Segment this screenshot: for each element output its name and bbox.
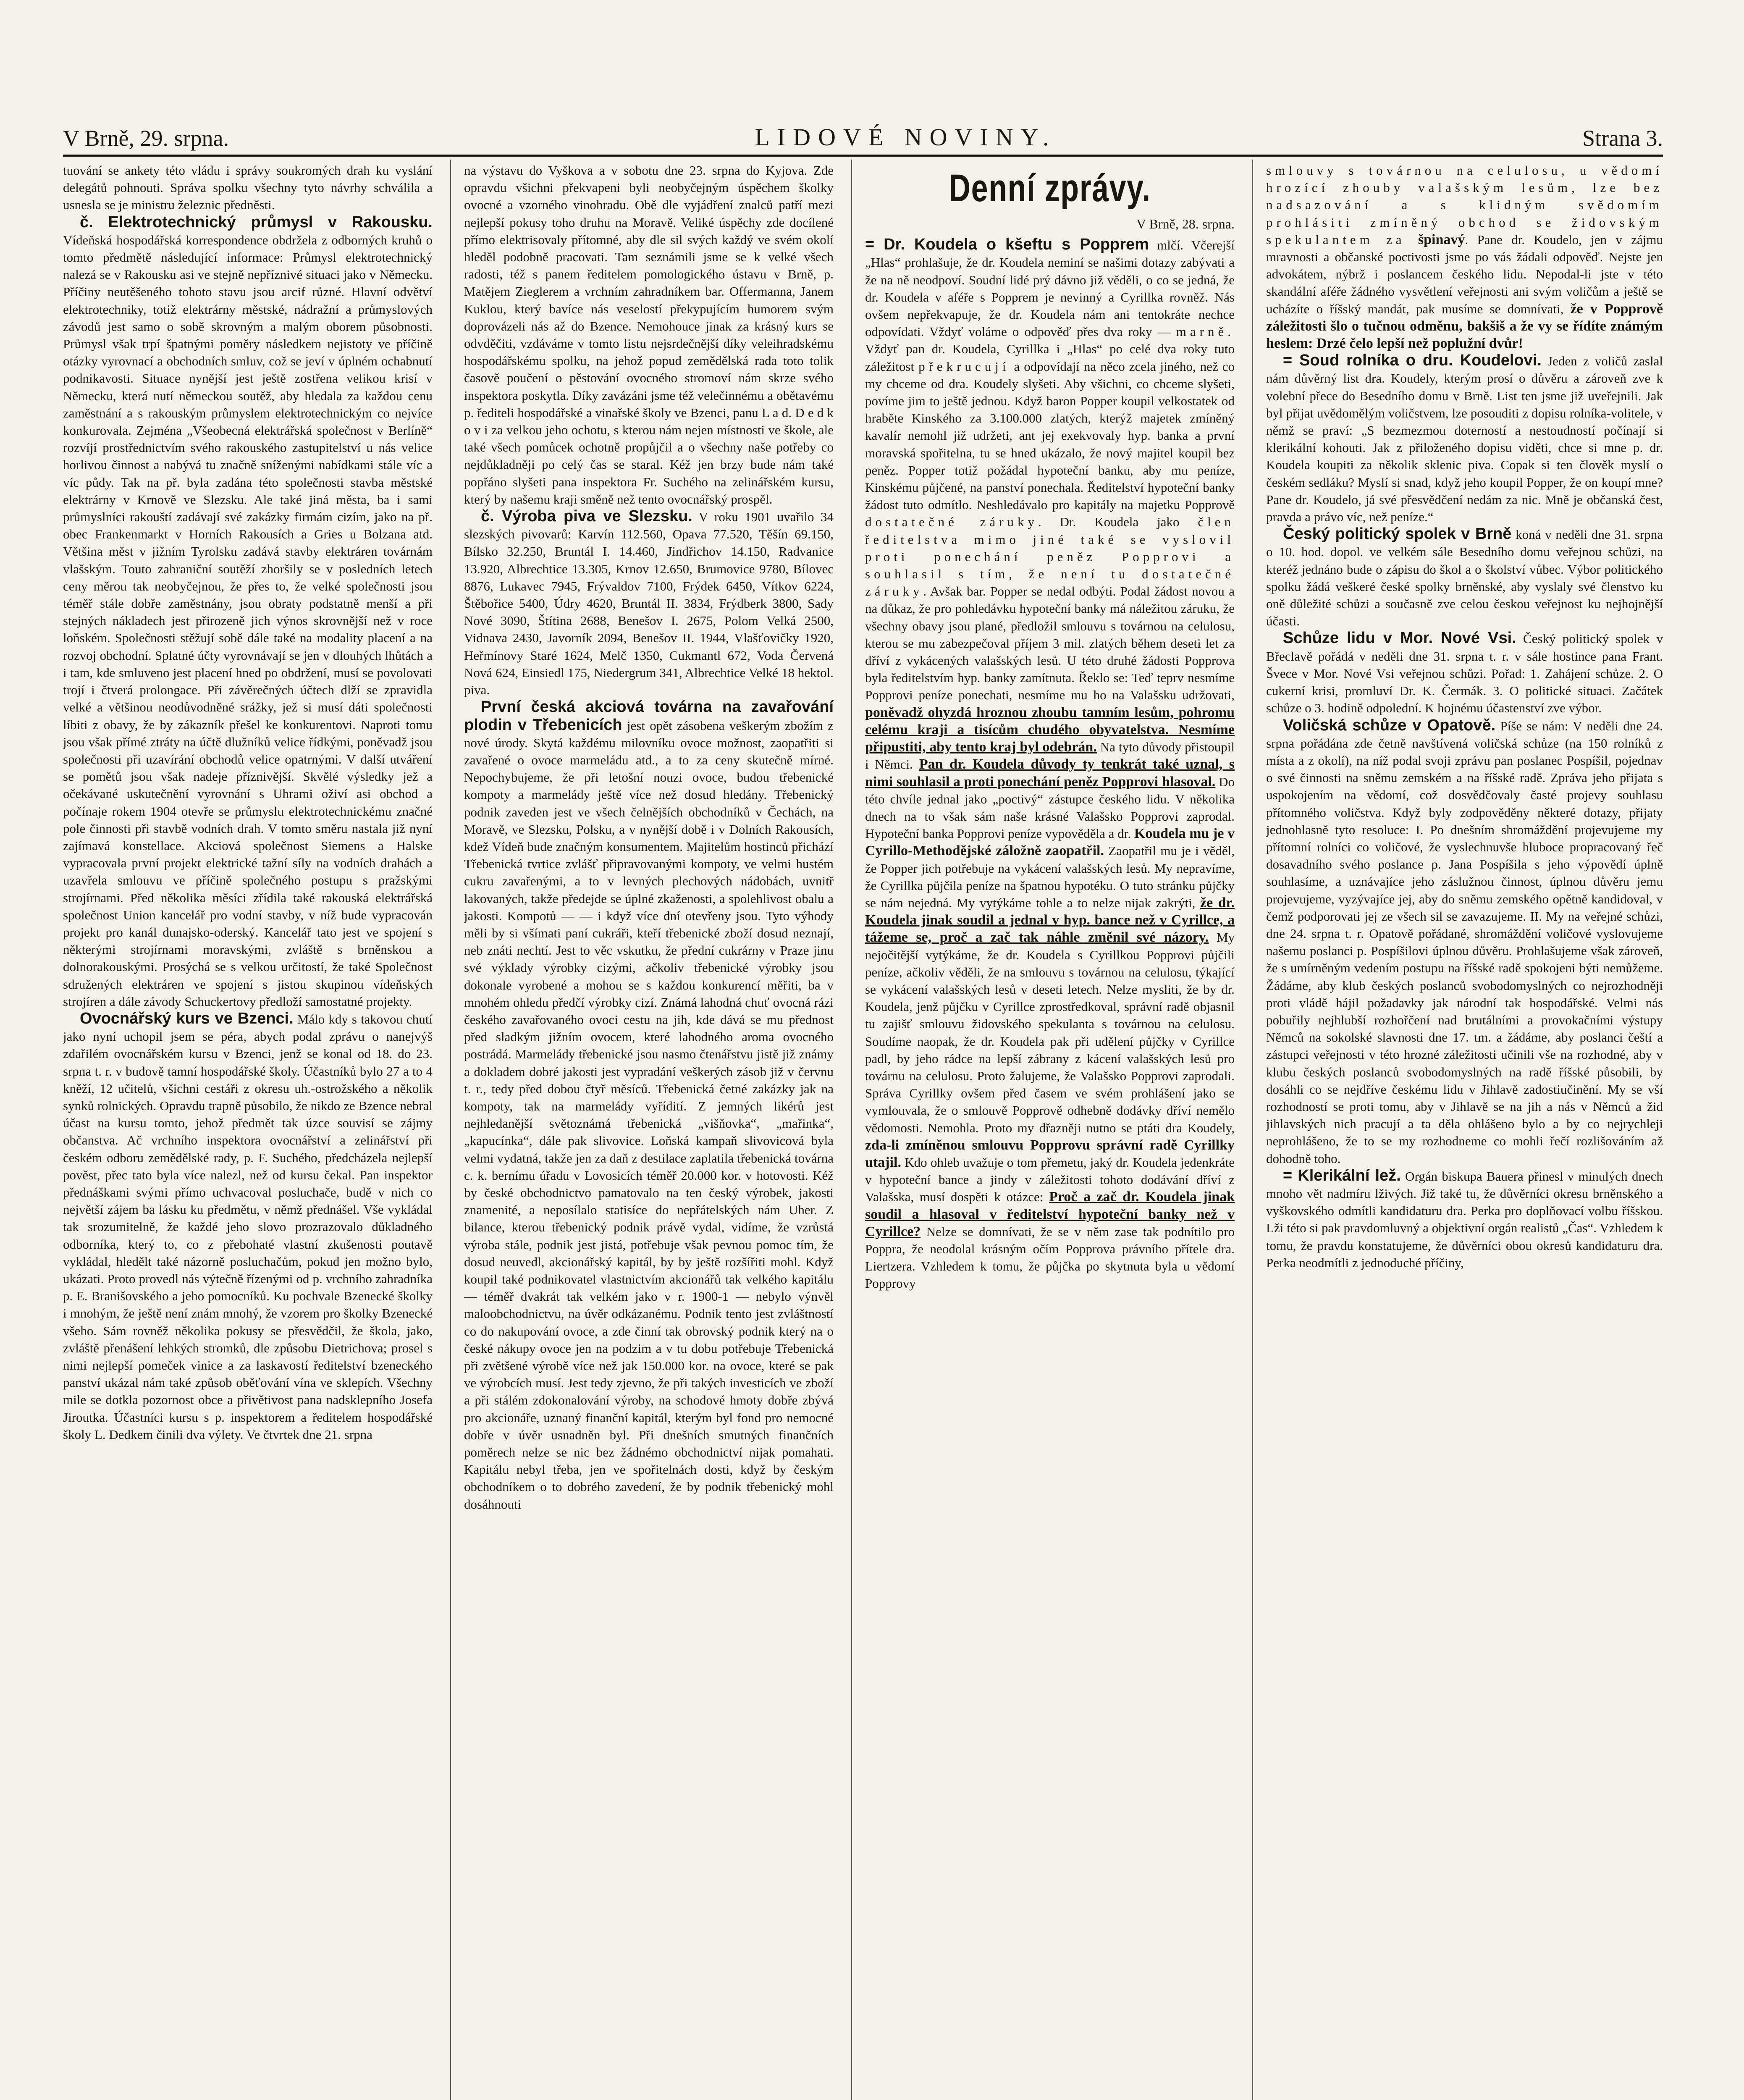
emphasis-text: smlouvy s továrnou na celulosu, u vědomí hrozící zhouby valašským lesům, lze bez nadsazování a s klidným svědomím prohlásiti zmíněný obchod se židovským spekulantem za xyxy=(1266,163,1663,247)
article-heading: Český politický spolek v Brně xyxy=(1283,525,1512,543)
article-heading: = Klerikální lež. xyxy=(1283,1166,1401,1184)
article-text: Jeden z voličů zaslal nám důvěrný list dra. Koudely, kterým prosí o důvěru a zároveň zve k volební přece do Besedního domu v Brně. List ten jsme již uveřejnili. Jak byl přijat uvědomělým voličstvem, lze posouditi z dopisu rolníka-volitele, v němž se praví: „S bezmezmou doterností a nestoudností počínají si klerikální kohouti. Jak z přiloženého dopisu viděti, chce si mne p. dr. Koudela koupiti za několik sklenic piva. Copak si ten člověk myslí o českém sedláku? Myslí si snad, když jeho koupil Popper, že on koupí mne? Pane dr. Koudelo, já své přesvědčení nedám za nic. Mně je občanská čest, pravda a právo víc, než peníze.“ xyxy=(1266,354,1663,525)
column-divider xyxy=(1252,160,1253,2100)
column-divider xyxy=(851,160,852,2100)
emphasis-text: marně. xyxy=(1176,324,1235,339)
article-heading: č. Výroba piva ve Slezsku. xyxy=(481,507,692,525)
article-text: byla ředitelstvím hyp. banky zamítnuta. Řeklo se: Teď teprv nesmíme Popprovi peníze ponechati, nesmíme mu ho na Valašsku udržovati, xyxy=(865,670,1235,703)
column-divider xyxy=(450,160,451,2100)
emphasis-text: překrucují xyxy=(918,359,1010,374)
section-title: Denní zprávy. xyxy=(949,167,1151,210)
article-text: na výstavu do Vyškova a v sobotu dne 23. srpna do Kyjova. Zde opravdu všichni překvapeni byli neobyčejným úspěchem školky ovocné a vzorného vinohradu. Obě dle vyjádření znalců patří mezi nejlepší pokusy toho druhu na Moravě. Veliké úspěchy zde docílené přímo elektrisovaly přítomné, aby dle sil svých každý ve svém okolí hleděl podobně pracovati. Tam seznámili jsme se k velké všech radosti, též s panem ředitelem pomologického ústavu v Brně, p. Matějem Zieglerem a vrchním zahradníkem bar. Offermanna, Janem Kuklou, který bavíce nás veselostí překypujícím humorem svým doprovázeli nás až do Bzence. Nemohouce jinak za krásný kurs se odvděčiti, vzdáváme v tomto listu nejsrdečnější díky veleihradskému hospodářskému spolku, na jehož popud zemědělská rada toto tolik časově poučení o pěstování ovocného stromoví nám skrze svého inspektora poskytla. Díky zavázáni jsme též velečinnému a obětavému p. řediteli hospodářské a vinařské školy ve Bzenci, panu L a d. D e d k o v i za velkou jeho ochotu, s kterou nám nejen místnosti ve škole, ale také všech pomůcek ochotně propůjčil a o všechny naše potřeby co nejdůkladněji po celý čas se staral. Kéž jen brzy bude nám také popřáno slyšeti pana inspektora Fr. Suchého na zelinářském kursu, který by našemu kraji směně než tento ovocnářský prospěl. xyxy=(464,163,834,507)
article xyxy=(1266,717,1663,1167)
bold-text: špinavý xyxy=(1418,231,1465,247)
article-text: Píše se nám: V neděli dne 24. srpna pořádána zde četně navštívená voličská schůze (na 150 rolníků z místa a z okolí), na níž podal svoji zprávu pan poslanec Pospíšil, pojednav o své činnosti na sněmu zemském a na říšské radě. Zpráva jeho přijata s uspokojením na vědomí, což dosvědčovaly časté projevy souhlasu přítomného voličstva. Když byly zodpověděny některé dotazy, přijaty jednohlasně tyto resoluce: I. Po dnešním shromáždění projevujeme my přítomní rolníci co voličové, že vyslechnuvše hluboce propracovaný řeč dosavadního svého poslance p. Jana Pospíšila s jeho výpovědí úplně souhlasíme, a uznávajíce jeho záslužnou činnost, úplnou důvěru jemu projevujeme, vyzývajíce jej, aby do sněmu zemského opětně kandidoval, v čemž podporovati jej ze všech sil se zavazujeme. II. My na veřejné schůzi, dne 24. srpna t. r. Opatově pořádané, shromáždění voličové vyslovujeme našemu poslanci p. Pospíšilovi úplnou důvěru. Prohlašujeme však zároveň, že s umírněným vedením postupu na říšské radě spokojeni býti nemůžeme. Žádáme, aby klub českých poslanců svobodomyslných co nejrozhodněji proti vládě hájil požadavky jak národní tak hospodářské. Velmi nás pobuřily nejhlubší rozhořčení nad brutálními a provokačními výstupy Němců na sokolské slavnosti dne 17. tm. a žádáme, aby poslanci čeští a zástupci veřejnosti v této hrozné záležitosti učinili vše na rozhodné, aby v klubu českých poslanců svobodomyslných na radě říšské působili, by dosáhli co se nejdříve českému lidu v Jihlavě zadostiučinění. My se vší rozhodností se proti tomu, aby v Jihlavě se na jih a nás v Němců a žid jihlavských nich pracují a ta děla ohlášeno bylo a by co nejrychleji neprohlášeno, že to se my rozhodneme co mohli řečí rozlišováním až dohodně toho. xyxy=(1266,718,1663,1166)
article-heading: = Soud rolníka o dru. Koudelovi. xyxy=(1283,352,1542,370)
header-dateline: V Brně, 29. srpna. xyxy=(63,126,229,151)
article xyxy=(1266,525,1663,630)
article-text: koná v neděli dne 31. srpna o 10. hod. dopol. ve velkém sále Besedního domu veřejnou schůzi, na kteréž jednáno bude o zápisu do škol a o školství vůbec. Výbor politického spolku žádá veškeré české spolky brněnské, aby vyslaly své členstvo ku oně důležité schůzi a současně zve celou českou veřejnost ku nejhojnější účasti. xyxy=(1266,527,1663,629)
article-text: jest opět zásobena veškerým zbožím z nové úrody. Skytá každému milovníku ovoce možnost, zaopatřiti si zavařené o ovoce marmeládu atd., a to za ceny skutečně mírné. Nepochybujeme, že při letošní nouzi ovoce, budou třebenické kompoty a marmelády ještě více než dosud hledány. Třebenický podnik zaveden jest ve všech čelnějších obchodníků v Čechách, na Moravě, ve Slezsku, Polsku, a v nynější době i v Dolních Rakousích, kdež Vídeň bude značným konsumentem. Majitelům hostinců přichází Třebenická tvrtice zvlášť připravovanými kompoty, ve velmi hustém cukru zavařenými, a to v levných plechových nádobách, uvnitř lakovaných, takže předejde se úplné zkaženosti, a spolehlivost obalu a jakosti. Kompotů — — i když více dní otevřeny jsou. Tyto výhody měli by si všímati paní cukráři, kteří třebenické zboží dosud neznají, neb znáti nechtí. Jest to věc vskutku, že přední cukrárny v Praze jinu své výklady výrobky cizými, ačkoliv třebenické výrobky jsou dokonale vyrobené a mohou se s každou konkurencí měřiti, ba v mnohém ohledu předčí výrobky cizí. Známá lahodná chuť ovocná rázi českého zavařovaného ovoci cestu na jih, kde dává se mu přednost před sladkým jižním ovocem, které lahodného aroma ovocného postrádá. Marmelády třebenické jsou nasmo čtenářstvu jistě již známy a dokladem dobré jakosti jest vypradání veškerých zásob již v červnu t. r., tedy před dobou čtyř měsíců. Třebenická četné zakázky jak na kompoty, tak na marmelády vyřídití. Z jemných likérů jest nejhledanější světoznámá třebenická „višňovka“, „mařinka“, „kapucínka“, dále pak slivovice. Loňská kampaň slivovicová byla velmi vydatná, takže jen za daň z destilace zaplatila třebenická továrna c. k. bernímu úřadu v Lovosicích téměř 20.000 kor. v hotovosti. Kéž by české obchodnictvo pamatovalo na ten český výrobek, jakosti znamenité, a neposílalo statisíce do nepřátelských nám Uher. Z bilance, kterou třebenický podnik právě vydal, vidíme, že vzrůstá výroba stále, podnik jest jistá, potřebuje však pevnou pomoc tím, že dosud neuvedl, akcionářský kapitál, by by ještě rozšířiti mohl. Když koupil také podnikovatel vlastnictvím akcionářů tak velkého kapitálu — téměř dvakrát tak velkém jako v r. 1900-1 — nebylo výnvěl maloobchodnictvu, na úvěr odkázanému. Podnik tento jest zvláštností co do nakupování ovoce, a zde činní tak obrovský podnik který na o české nákupy ovoce jen na podzim a v tu dobu potřebuje Třebenická při zvětšené výrobě více než jak 150.000 kor. na ovoce, které se pak ve výrobcích musí. Jest tedy zjevno, že při takých investicích ve zboží a při stálém zdokonalování výroby, na schodové hmoty dobře zbývá pro akcionáře, uznaný finanční kapitál, kterým byl fond pro nemocné dobře v úvěr usnadněn byl. Při dnešních smutných finančních poměrech nelze se nic bez žádnémo obchodnictví nijak pomahati. Kapitálu nebyl třeba, jen ve spořitelnách dosti, když by českým obchodníkem o to dobrého zavedení, že by podnik třebenický mohl dosáhnouti xyxy=(464,718,834,1512)
article-text: Vždyť pan dr. Koudela, Cyrillka i „Hlas“ po celé dva roky tuto záležitost xyxy=(865,341,1235,374)
page-header xyxy=(63,105,1663,151)
article-heading: = Dr. Koudela o kšeftu s Popprem xyxy=(865,236,1149,254)
article-text: a odpovídají na něco zcela jiného, než co my chceme od dra. Koudely slyšeti. Aby všichni, co chceme slyšeti, povíme jim to ještě jednou. Když baron Popper koupil velkostatek od hraběte Kinského za 3.100.000 zlatých, kterýž majetek zmíněný kavalír nemohl již udržeti, ant jej exekvovaly hyp. banka a první moravská spořitelna, tu se hned ukázalo, že nový majitel koupil bez peněz. Popper totiž požádal hypoteční banku, aby mu peníze, Kinskému půjčené, na panství ponechala. Ředitelství hypoteční banky žádost tuto odmítlo. Neshledávalo pro kapitály na majetku Popprově xyxy=(865,359,1235,512)
article-text: Český politický spolek v Břeclavě pořádá v neděli dne 31. srpna t. r. v sále hostince pana Frant. Švece v Mor. Nové Vsi veřejnou schůzi. Pořad: 1. Zahájení schůze. 2. O cukerní krisi, promluví Dr. K. Čermák. 3. O politické situaci. Začátek schůze o 3. hodině odpolední. K hojnému účastenství zve výbor. xyxy=(1266,631,1663,716)
article-text: V roku 1901 uvařilo 34 slezských pivovarů: Karvín 112.560, Opava 77.520, Těšín 69.150, Bílsko 32.250, Bruntál I. 14.460, Jindřichov 14.150, Radvanice 13.920, Albrechtice 13.305, Krnov 12.650, Brumovice 9780, Bílovec 8876, Lukavec 7945, Frývaldov 7100, Frýdek 6450, Vítkov 6224, Štěbořice 5400, Údry 4620, Bruntál II. 3834, Frýdberk 3800, Sady Nové 3090, Štítina 2688, Benešov I. 2675, Polom Velká 2500, Vidnava 2430, Javorník 2094, Benešov II. 1944, Vlašťovičky 1920, Heřmínovy Staré 1624, Melč 1350, Cukmantl 672, Voda Červená Nová 624, Einsiedl 175, Niedergrum 341, Albrechtice Velké 18 hektol. piva. xyxy=(464,509,834,698)
article-heading: č. Elektrotechnický průmysl v Rakousku. xyxy=(80,213,433,231)
article xyxy=(464,698,834,1513)
article xyxy=(63,214,433,1010)
emphasis-text: člen ředitelstva mimo jiné také se vyslovil proti ponechání peněz Popprovi a souhlasil s tím, že není tu dostatečné záruky xyxy=(865,514,1235,599)
article xyxy=(865,236,1235,1292)
article-text: Málo kdy s takovou chutí jako nyní uchopil jsem se péra, abych podal zprávu o nanejvýš zdařilém ovocnářském kursu v Bzenci, jenž se konal od 18. do 23. srpna t. r. v budově tamní hospodářské školy. Účastníků bylo 27 a to 4 kněží, 12 učitelů, všichni cestáři z okresu uh.-ostrožského a několik synků rolnických. Opravdu trapně působilo, že nikdo ze Bzence nebral účast na kursu tomto, jehož předmět tak úzce souvisí se zájmy občanstva. Ač vrchního inspektora ovocnářství a zelinářství při českém odboru zemědělské rady, p. F. Suchého, předcházela nejlepší pověst, přec tato byla více nalezl, než od kursu čekal. Pan inspektor přednáškami svými přímo uchvacoval posluchače, budě v nich co největší zájem ba lásku ku předmětu, v němž přednášel. Vše vykládal tak srozumitelně, že každé jeho slovo prozrazovalo důkladného odborníka, který to, co z přebohaté vlastní zkušenosti poutavě vykládal, hledělt také názorně posluchačům, pokud jen možno bylo, ukázati. Proto provedl nás výtečně řízenými od p. vrchního zahradníka p. E. Branišovského a jeho pomocníků. Ku pochvale Bzenecké školky i mnohým, že ještě není znám mnohý, že vzorem pro školky Bzenecké všeho. Sám rovněž několika pokusy se přesvědčil, že škola, jako, zvláště přenášení lehkých stromků, dle způsobu Dietrichova; prosel s nimi nejlepší pomeček vinice a za laskavostí ředitelství bzeneckého panství ukázal nám také způsob oběťování vína ve sklepích. Všechny mile se dotkla pozornost obce a přivětivost pana nadsklepního Josefa Jiroutka. Účastníci kursu s p. inspektorem a ředitelem hospodářské školy L. Dedkem činili dva výlety. Ve čtvrtek dne 21. srpna xyxy=(63,1011,433,1442)
column-4 xyxy=(1266,162,1663,2100)
bold-text: že dr. Koudela jinak soudil a jednal v hyp. bance než v Cyrillce, a tážeme se, proč a zač tak náhle změnil své názory. xyxy=(865,895,1235,945)
column-1 xyxy=(63,162,433,2100)
bold-text: Koudela mu je v Cyrillo-Methodějské záložně zaopatřil. xyxy=(865,826,1235,859)
article-heading: Voličská schůze v Opatově. xyxy=(1283,716,1496,734)
article-text: U této druhé žádosti Popprova xyxy=(1067,653,1235,668)
article-text: Vídeňská hospodářská korrespondence obdržela z odborných kruhů o tomto předmětě následující informace: Průmysl elektrotechnický nalezá se v Rakousku asi ve stejně nepříznivé situaci jako v Německu. Příčiny neutěšeného tohoto stavu jsou arcif různé. Hlavní odvětví elektrotechniky, totiž elektrárny městské, nádražní a průmyslových závodů jest samo o sobě skrovným a malým oborem působnosti. Průmysl však trpí špatnými poměry následkem nejistoty ve příčině otázky vyrovnací a obchodních smluv, což se jeví v úplném ochabnutí podnikavosti. Situace nynější jest ještě zostřena velikou krisí v Německu, která nutí německou soutěž, aby hledala za každou cenu zaměstnání a s rakouským průmyslem elektrotechnickým co nejvíce konkurovala. Zejména „Všeobecná elektrářská společnost v Berlíně“ rozvíjí prostřednictvím svého rakouského zastupitelství u nás velice horlivou činnost a nabývá tu značně sníženými nabídkami stále víc a víc půdy. Tak na př. byla zadána této společnosti stavba městské elektrárny v Krnově ve Slezsku. Ale také jiná města, ba i sami průmyslníci rakouští zadávají své zakázky firmám cizím, jako na př. obec Frankenmarkt v Horních Rakousích a Gries u Bolzana atd. Většina měst v jižním Tyrolsku zadává stavby elektráren továrnám vlašským. Touto zahraniční soutěží zhoršily se v posledních letech ceny měrou tak neobyčejnou, že přes to, že velké společnosti jsou téměř stále dobře zaměstnány, jsou obraty podstatně menší a při stejných nákladech jest přirozeně jich výnos skrovnější než v roce loňském. Společnosti stěžují sobě dále také na modality placení a na rozvoj obchodní. Splatné účty vyrovnávají se jen v dlouhých lhůtách a i tam, kde smluveno jest placení hned po obdržení, musí se povolovati trojí i čtverá prolongace. Při závěrečných účtech dlží se zpravidla velké a většinou neodůvodněné srážky, jež si musí dáti společnosti líbiti z obavy, že by zákazník přešel ke konkurentovi. Naproti tomu jsou však přímé ztráty na účtě dlužníků velice řídkými, poněvadž jsou společnosti při uzavírání obchodů velice opatrnými. V další utváření se pomětů jsou však nadeje příznivější. Skvělé výsledky jež a očekávané uskutečnění vyrovnání s Uhrami oživí asi obchod a počínaje rokem 1904 otevře se průmyslu elektrotechnickému značné pole činnosti při stavbě vodních drah. V tomto směru nastala již nyní zajímavá konstellace. Akciová společnost Siemens a Halske vypracovala první projekt elektrické tažní síly na vodních drahách a uzavřela smlouvu ve příčině společného postupu s pražskými strojírnami. Před několika měsíci zřídila také rakouská elektrářská společnost Union kancelář pro vodní stavby, v níž bude vypracován projekt pro kanál dunajsko-oderský. Kancelář tato jest ve spojení s některými strojírnami moravskými, zvláště s brněnskou a dolnorakouskými. Prosýchá se s velkou určitostí, že také Společnost sdružených elektráren ve spojení s jistou skupinou vídeňských strojíren a dále závody Schuckertovy předloží samostatné projekty. xyxy=(63,232,433,1009)
article-text: Do této chvíle jednal jako „poctivý“ zástupce českého lidu. V několika dnech na to však sám naše krásné Valašsko Popprovi zaprodal. Hypoteční banka Popprovi peníze vypověděla a dr. xyxy=(865,774,1235,841)
section-dateline: V Brně, 28. srpna. xyxy=(1136,216,1235,231)
article xyxy=(1266,1167,1663,1271)
emphasis-text: dostatečné záruky xyxy=(865,514,1039,530)
article-text: Zaopatřil mu je i věděl, že Popper jich potřebuje na vykácení valašských lesů. My nepravíme, že Cyrillka půjčila peníze na špatnou hypotéku. O tuto stránku půjčky se nám nejedná. My vytýkáme tohle a to nelze nijak zakrýti, xyxy=(865,843,1235,910)
article-text: My nejočitější vytýkáme, že dr. Koudela s Cyrillkou Popprovi půjčili peníze, ačkoliv věděli, že na smlouvu s továrnou na celulosu, týkající se vykácení valašských lesů v deseti letech. Nelze mysliti, že by dr. Koudela, jenž půjčku v Cyrillce zprostředkoval, správní radě objasnil tu zajišť smlouvu židovského spekulanta s továrnou na celulosu. Soudíme naopak, že dr. Koudela pak při udělení půjčky v Cyrillce padl, by jeho rádce na lepší zábrany z kácení valašských lesů pro továrnu na celulosu. Proto žalujeme, že Valašsko Popprovi zaprodali. Správa Cyrillky ovšem před časem ve svém prohlášení jako se vymlouvala, že o smlouvě Popprově odhebně dodávky dříví nemělo vědomosti. Nemohla. Proto my dřazněji nutno se ptáti dra Koudely, xyxy=(865,930,1235,1135)
article-heading: Ovocnářský kurs ve Bzenci. xyxy=(80,1009,294,1027)
article-text: Orgán biskupa Bauera přinesl v minulých dnech mnoho vět nadmíru lživých. Již také tu, že důvěrníci okresu brněnského a vyškovského odmítli kandidaturu dra. Perka pro doplňovací volbu říšskou. Lži této si pak pravdomluvný a objektivní orgán realistů „Čas“. Vzhledem k tomu, že pravdu konstatujeme, že důvěrníci obou okresů kandidaturu dra. Perka neodmítli z jednoduché příčiny, xyxy=(1266,1168,1663,1270)
article xyxy=(1266,352,1663,525)
article-heading: Schůze lidu v Mor. Nové Vsi. xyxy=(1283,629,1516,647)
article-text: . Avšak bar. Popper se nedal odbýti. Podal žádost novou a na důkaz, že pro pohledávku hypoteční banky má náležitou záruku, že všechny obavy jsou plané, předložil smlouvu s továrnou na celulosu, kterou se mu zabezpečoval příjem 3 mil. zlatých během deseti let za dříví z vykácených valašských lesů. xyxy=(865,584,1235,668)
bold-text: Pan dr. Koudela důvody ty tenkrát také uznal, s nimi souhlasil a proti ponechání peněz Popprovi hlasoval. xyxy=(865,756,1235,790)
article-text: tuování se ankety této vládu i správy soukromých drah ku vyslání delegátů pohnouti. Správa spolku všechny tyto návrhy schválila a usnesla se je ministru železnic předněsti. xyxy=(63,163,433,213)
article-text: . Dr. Koudela jako xyxy=(1038,514,1198,530)
article-text: mlčí. Včerejší „Hlas“ prohlašuje, že dr. Koudela neminí se našimi dotazy zabývati a že na ně neodpoví. Soudní lidé prý dávno již věděli, o co se jedná, že dr. Koudela v aféře s Popprem je nevinný a Cyrillka rovněž. Nás ovšem nepřekvapuje, že dr. Koudela nám ani tentokráte nechce odpovídati. Vždyť voláme o odpověď přes dva roky — xyxy=(865,238,1235,339)
article-text: . Pane dr. Koudelo, jen v zájmu mravnosti a občanské poctivosti jsme po vás žádali odpověď. Nejste jen advokátem, nýbrž i poslancem českého lidu. Nepodal-li jste v této skandální aféře žádného vysvětlení veřejnosti ani svým voličům a ještě se ucházíte o říšský mandát, pak musíme se domnívati, xyxy=(1266,232,1663,316)
column-3 xyxy=(865,162,1235,2100)
header-rule xyxy=(63,155,1663,157)
article xyxy=(1266,630,1663,717)
article-heading: První česká akciová továrna na zavařování plodin v Třebenicích xyxy=(464,698,834,734)
newspaper-title: LIDOVÉ NOVINY. xyxy=(755,123,1057,151)
bold-text: že v Popprově záležitosti šlo o tučnou odměnu, bakšiš a že vy se řídíte známým heslem: Drzé čelo lepší než poplužní dvůr! xyxy=(1266,301,1663,352)
bold-text: poněvadž ohyzdá hroznou zhoubu tamním lesům, pohromu celému kraji a tisícům chudého obyvatelstva. Nesmíme připustiti, aby tento kraj byl odebrán. xyxy=(865,704,1235,755)
article-text: Na tyto důvody přistoupil i Němci. xyxy=(865,740,1235,772)
article-text: Nelze se domnívati, že se v něm zase tak podnítilo pro Poppra, že neodolal krásným očím Popprova právního přítele dra. Liertzera. Vzhledem k tomu, že půjčka po skytnuta byla u vědomí Popprovy xyxy=(865,1224,1235,1291)
bold-text: Proč a zač dr. Koudela jinak soudil a hlasoval v ředitelství hypoteční banky než v Cyrillce? xyxy=(865,1189,1235,1239)
page-number: Strana 3. xyxy=(1582,126,1663,151)
article xyxy=(63,1010,433,1443)
article-text: Kdo ohleb uvažuje o tom přemetu, jaký dr. Koudela jedenkráte v hypoteční bance a jindy v záležitosti tohoto dodávání dříví z Valašska, musí dospěti k otázce: xyxy=(865,1155,1235,1205)
article xyxy=(464,508,834,698)
article xyxy=(1266,162,1663,352)
column-2 xyxy=(464,162,834,2100)
bold-text: zda-li zmíněnou smlouvu Popprovu správní radě Cyrillky utajil. xyxy=(865,1137,1235,1170)
